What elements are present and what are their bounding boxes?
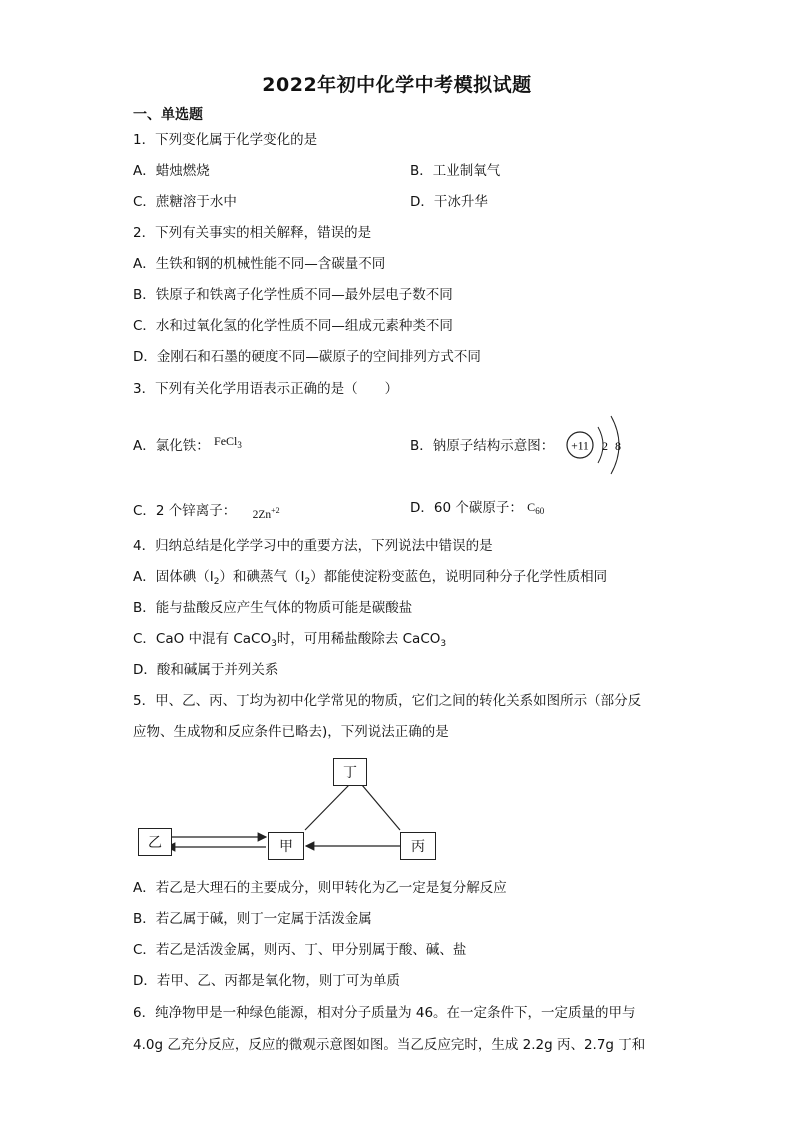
q1-stem: 1．下列变化属于化学变化的是 [133, 132, 318, 148]
q5-option-b: B．若乙属于碱，则丁一定属于活泼金属 [133, 911, 372, 927]
diagram-node-ding: 丁 [333, 758, 367, 786]
q5-stem-line2: 应物、生成物和反应条件已略去)，下列说法正确的是 [133, 724, 449, 740]
q4-c-sub1: 3 [271, 639, 277, 649]
q4-option-d: D．酸和碱属于并列关系 [133, 662, 279, 678]
nucleus-charge: +11 [571, 440, 589, 453]
sodium-atom-diagram [562, 412, 634, 478]
q4-stem: 4．归纳总结是化学学习中的重要方法，下列说法中错误的是 [133, 538, 493, 554]
q3-option-a-label: A．氯化铁： [133, 438, 210, 454]
q3-option-c [133, 499, 280, 521]
q1-option-a: A．蜡烛燃烧 [133, 163, 210, 179]
q4-a-part2: ）和碘蒸气（I [219, 569, 305, 585]
q4-c-part1: C．CaO 中混有 CaCO [133, 631, 272, 647]
q4-a-part1: A．固体碘（I [133, 569, 214, 585]
q3-option-d-label: D．60 个碳原子： [410, 500, 523, 516]
q4-a-sub1: 2 [213, 577, 220, 587]
fecl-text: FeCl [214, 434, 238, 448]
q4-c-part2: 时，可用稀盐酸除去 CaCO [276, 631, 441, 647]
q5-option-c: C．若乙是活泼金属，则丙、丁、甲分别属于酸、碱、盐 [133, 942, 467, 958]
line-ding-bing [362, 785, 400, 830]
q2-option-a: A．生铁和钢的机械性能不同—含碳量不同 [133, 256, 386, 272]
q4-option-b: B．能与盐酸反应产生气体的物质可能是碳酸盐 [133, 600, 413, 616]
q3-option-d [410, 499, 544, 521]
q6-stem-line2: 4.0g 乙充分反应，反应的微观示意图如图。当乙反应完时，生成 2.2g 丙、2.7g 丁和 [133, 1037, 646, 1053]
fecl-subscript: 3 [237, 440, 242, 450]
q3-stem: 3．下列有关化学用语表示正确的是（ ） [133, 381, 399, 397]
q3-option-a-formula [214, 434, 242, 448]
shell-2-electrons: 8 [615, 439, 621, 453]
q1-option-c: C．蔗糖溶于水中 [133, 194, 237, 210]
section-heading: 一、单选题 [133, 107, 203, 123]
q3-option-a [133, 434, 242, 459]
q3-option-d-formula [527, 500, 544, 514]
diagram-node-bing: 丙 [400, 832, 436, 860]
page-title: 2022年初中化学中考模拟试题 [262, 74, 532, 96]
q6-stem-line1: 6．纯净物甲是一种绿色能源，相对分子质量为 46。在一定条件下，一定质量的甲与 [133, 1005, 636, 1021]
q4-option-a [133, 568, 607, 591]
q3-option-c-formula [252, 506, 280, 521]
q5-option-d: D．若甲、乙、丙都是氧化物，则丁可为单质 [133, 973, 400, 989]
q4-c-sub2: 3 [440, 639, 447, 649]
zn-charge: +2 [271, 506, 280, 515]
c-text: C [527, 500, 536, 514]
q1-option-d: D．干冰升华 [410, 194, 488, 210]
shell-1-electrons: 2 [602, 439, 608, 453]
q4-a-sub2: 2 [304, 577, 311, 587]
q2-stem: 2．下列有关事实的相关解释，错误的是 [133, 225, 372, 241]
q2-option-d: D．金刚石和石墨的硬度不同—碳原子的空间排列方式不同 [133, 349, 481, 365]
q1-option-b: B．工业制氧气 [410, 163, 501, 179]
diagram-node-yi: 乙 [138, 828, 172, 856]
q4-option-c [133, 630, 446, 653]
q2-option-b: B．铁原子和铁离子化学性质不同—最外层电子数不同 [133, 287, 453, 303]
c-subscript: 60 [535, 506, 545, 516]
diagram-node-jia: 甲 [268, 832, 304, 860]
q3-option-c-label: C．2 个锌离子： [133, 503, 237, 519]
q4-a-part3: ）都能使淀粉变蓝色，说明同种分子化学性质相同 [310, 569, 608, 585]
q3-option-b-label: B．钠原子结构示意图： [410, 438, 555, 454]
q2-option-c: C．水和过氧化氢的化学性质不同—组成元素种类不同 [133, 318, 453, 334]
line-ding-jia [305, 785, 349, 830]
q5-stem-line1: 5．甲、乙、丙、丁均为初中化学常见的物质，它们之间的转化关系如图所示（部分反 [133, 693, 642, 709]
zn-text: 2Zn [252, 509, 272, 521]
q5-option-a: A．若乙是大理石的主要成分，则甲转化为乙一定是复分解反应 [133, 880, 507, 896]
